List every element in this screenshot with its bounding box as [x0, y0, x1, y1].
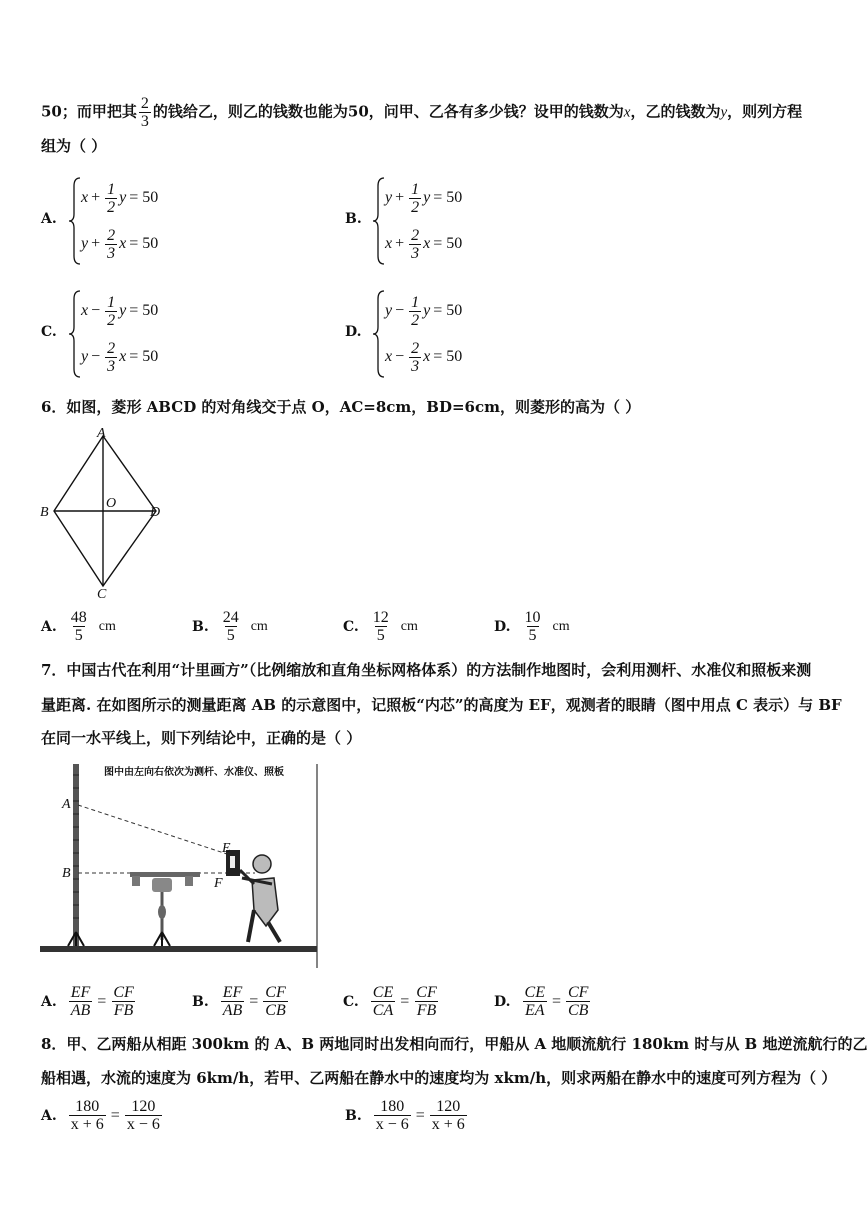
q7-option-2 — [343, 984, 441, 1019]
q7-left-fraction — [371, 984, 395, 1019]
var-a: y — [81, 235, 89, 252]
var-b: x — [119, 235, 127, 252]
q6-unit: cm — [400, 618, 418, 634]
var-b: y — [423, 302, 431, 319]
coef-fraction-num: 2 — [107, 339, 116, 357]
coef-fraction — [409, 294, 421, 329]
equals-sign: = — [249, 992, 259, 1010]
q8-left-fraction — [69, 1098, 106, 1133]
q6-answer-fraction — [221, 609, 241, 644]
q6-answer-fraction-den: 5 — [74, 627, 83, 644]
q6-option-label: D. — [494, 618, 511, 635]
pole-base — [68, 932, 84, 946]
q7-right-fraction-den: CB — [568, 1002, 589, 1019]
q5-frac-num: 2 — [140, 95, 149, 112]
q7-left-fraction-den: CA — [372, 1002, 394, 1019]
q6-unit: cm — [552, 618, 570, 634]
coef-fraction — [105, 294, 117, 329]
var-b: y — [423, 189, 431, 206]
q7-right-fraction-num: CF — [265, 984, 286, 1001]
q6-unit: cm — [98, 618, 116, 634]
q5-option-label-2: C. — [41, 324, 57, 340]
q8-option-1 — [345, 1098, 469, 1133]
q7-left-fraction-den: AB — [222, 1002, 243, 1019]
equals-sign: = — [415, 1106, 425, 1124]
coef-fraction — [105, 181, 117, 216]
coef-fraction-num: 2 — [411, 339, 420, 357]
var-a: y — [385, 302, 393, 319]
q6-option-label: C. — [343, 618, 359, 635]
q8-option-label: A. — [41, 1107, 57, 1124]
q6-option-3 — [494, 609, 570, 644]
fig-label-b: B — [62, 866, 71, 881]
q8-right-fraction-den: x + 6 — [431, 1116, 465, 1133]
q7-option-1 — [192, 984, 290, 1019]
q6-option-1 — [192, 609, 268, 644]
q6-answer-fraction — [69, 609, 89, 644]
equals-sign: = — [551, 992, 561, 1010]
brace-icon — [372, 289, 386, 379]
operator: − — [395, 302, 405, 319]
rhs: = 50 — [129, 348, 159, 365]
label-a: A — [97, 426, 106, 441]
q8-left-fraction — [374, 1098, 411, 1133]
q6-option-label: B. — [192, 618, 209, 635]
q5-text-b: 的钱给乙，则乙的钱数也能为50，问甲、乙各有多少钱？设甲的钱数为 — [152, 102, 624, 121]
q5-frac-den: 3 — [140, 113, 149, 130]
rhs: = 50 — [129, 302, 159, 319]
var-b: x — [423, 348, 431, 365]
q5-text-c: ，乙的钱数为 — [630, 102, 721, 121]
coef-fraction-num: 1 — [107, 293, 116, 311]
var-a: y — [81, 348, 89, 365]
coef-fraction-den: 3 — [411, 244, 420, 262]
q7-right-fraction — [263, 984, 287, 1019]
q7-option-label: C. — [343, 993, 359, 1010]
equation-2 — [81, 224, 158, 264]
q8-right-fraction — [430, 1098, 467, 1133]
coef-fraction-den: 3 — [107, 357, 116, 375]
q5-option-label-3: D. — [345, 324, 362, 340]
coef-fraction-num: 1 — [411, 180, 420, 198]
q7-option-label: A. — [41, 993, 57, 1010]
coef-fraction-den: 2 — [411, 311, 420, 329]
equation-1 — [81, 291, 158, 331]
coef-fraction-den: 3 — [411, 357, 420, 375]
q7-right-fraction-num: CF — [416, 984, 437, 1001]
var-a: x — [385, 348, 393, 365]
equation-2 — [81, 337, 158, 377]
q7-left-fraction-den: EA — [524, 1002, 545, 1019]
coef-fraction-num: 2 — [107, 226, 116, 244]
q7-stem-line3: 在同一水平线上，则下列结论中，正确的是（ ） — [41, 729, 362, 747]
brace-icon — [68, 289, 82, 379]
equation-1 — [385, 291, 462, 331]
rhs: = 50 — [433, 348, 463, 365]
equals-sign: = — [400, 992, 410, 1010]
q7-left-fraction-num: EF — [222, 984, 243, 1001]
leveling-instrument — [130, 872, 200, 946]
rhs: = 50 — [433, 189, 463, 206]
q6-option-2 — [343, 609, 418, 644]
q7-option-3 — [494, 984, 592, 1019]
var-a: x — [81, 189, 89, 206]
q8-left-fraction-den: x − 6 — [375, 1116, 409, 1133]
q7-left-fraction-den: AB — [70, 1002, 91, 1019]
q5-var-x: x — [623, 104, 631, 121]
q5-stem-line1 — [41, 95, 802, 130]
coef-fraction — [409, 227, 421, 262]
q5-stem-line2: 组为（ ） — [41, 137, 107, 155]
rhs: = 50 — [433, 302, 463, 319]
q8-right-fraction-num: 120 — [131, 1098, 156, 1115]
label-o: O — [106, 496, 117, 511]
q5-text-a: 50；而甲把其 — [41, 102, 137, 121]
coef-fraction — [105, 340, 117, 375]
q7-right-fraction-den: FB — [113, 1002, 134, 1019]
q5-option-label-0: A. — [41, 211, 57, 227]
operator: + — [395, 189, 405, 206]
q7-right-fraction — [414, 984, 438, 1019]
q8-stem-line1: 8．甲、乙两船从相距 300km 的 A、B 两地同时出发相向而行，甲船从 A 地顺流航行 180km 时与从 B 地逆流航行的乙 — [41, 1035, 868, 1053]
coef-fraction — [105, 227, 117, 262]
q7-left-fraction — [69, 984, 93, 1019]
q7-option-label: D. — [494, 993, 511, 1010]
q8-stem-line2: 船相遇，水流的速度为 6km/h，若甲、乙两船在静水中的速度均为 xkm/h，则求两船在静水中的速度可列方程为（ ） — [41, 1069, 837, 1087]
operator: + — [91, 189, 101, 206]
equation-2 — [385, 224, 462, 264]
q6-unit: cm — [250, 618, 268, 634]
surveying-figure — [40, 760, 320, 970]
q7-right-fraction-num: CF — [568, 984, 589, 1001]
q7-right-fraction-den: FB — [416, 1002, 437, 1019]
rhs: = 50 — [433, 235, 463, 252]
q5-var-y: y — [720, 104, 728, 121]
q7-right-fraction — [111, 984, 135, 1019]
q8-right-fraction-num: 120 — [436, 1098, 461, 1115]
var-b: x — [119, 348, 127, 365]
q6-answer-fraction — [371, 609, 391, 644]
coef-fraction-num: 1 — [107, 180, 116, 198]
equation-2 — [385, 337, 462, 377]
observer-figure — [240, 855, 280, 942]
q7-stem-line2: 量距离. 在如图所示的测量距离 AB 的示意图中，记照板“内芯”的高度为 EF，观测者的眼睛（图中用点 C 表示）与 BF — [41, 696, 842, 714]
q6-answer-fraction-num: 24 — [222, 609, 239, 626]
coef-fraction-num: 1 — [411, 293, 420, 311]
equation-1 — [385, 178, 462, 218]
q8-left-fraction-num: 180 — [75, 1098, 100, 1115]
label-c: C — [97, 587, 107, 602]
rhs: = 50 — [129, 235, 159, 252]
q8-right-fraction-den: x − 6 — [126, 1116, 160, 1133]
coef-fraction-den: 2 — [107, 198, 116, 216]
brace-icon — [68, 176, 82, 266]
coef-fraction — [409, 340, 421, 375]
var-b: x — [423, 235, 431, 252]
operator: − — [91, 302, 101, 319]
operator: + — [91, 235, 101, 252]
q7-right-fraction-den: CB — [265, 1002, 286, 1019]
q6-answer-fraction-num: 12 — [372, 609, 389, 626]
q6-answer-fraction-den: 5 — [528, 627, 537, 644]
q7-left-fraction — [221, 984, 245, 1019]
coef-fraction — [409, 181, 421, 216]
figure-caption: 图中由左向右依次为测杆、水准仪、照板 — [104, 767, 284, 778]
q6-answer-fraction-num: 10 — [524, 609, 541, 626]
q5-text-d: ，则列方程 — [727, 102, 803, 121]
q8-left-fraction-num: 180 — [380, 1098, 405, 1115]
q8-right-fraction — [125, 1098, 162, 1133]
q8-left-fraction-den: x + 6 — [70, 1116, 104, 1133]
fig-label-e: E — [222, 841, 231, 856]
equation-1 — [81, 178, 158, 218]
q7-stem-line1: 7．中国古代在利用“计里画方”（比例缩放和直角坐标网格体系）的方法制作地图时，会利用测杆、水准仪和照板来测 — [41, 661, 812, 679]
q7-left-fraction-num: CE — [524, 984, 545, 1001]
q6-answer-fraction-den: 5 — [376, 627, 385, 644]
fig-label-f: F — [214, 876, 223, 891]
q7-left-fraction — [523, 984, 547, 1019]
q6-answer-fraction-den: 5 — [226, 627, 235, 644]
label-d: D — [150, 505, 161, 520]
coef-fraction-den: 3 — [107, 244, 116, 262]
operator: + — [395, 235, 405, 252]
coef-fraction-num: 2 — [411, 226, 420, 244]
measuring-pole — [73, 764, 79, 946]
coef-fraction-den: 2 — [411, 198, 420, 216]
q6-stem: 6．如图，菱形 ABCD 的对角线交于点 O，AC=8cm，BD=6cm，则菱形的高为（ ） — [41, 398, 641, 416]
rhs: = 50 — [129, 189, 159, 206]
var-b: y — [119, 302, 127, 319]
ground — [40, 946, 317, 952]
q7-left-fraction-num: CE — [372, 984, 394, 1001]
fig-label-a: A — [62, 797, 71, 812]
var-b: y — [119, 189, 127, 206]
q7-option-0 — [41, 984, 138, 1019]
sight-line-a — [78, 805, 230, 855]
label-b: B — [40, 505, 49, 520]
q8-option-0 — [41, 1098, 164, 1133]
q7-option-label: B. — [192, 993, 209, 1010]
var-a: x — [385, 235, 393, 252]
operator: − — [395, 348, 405, 365]
q6-answer-fraction-num: 48 — [70, 609, 87, 626]
q6-option-0 — [41, 609, 116, 644]
var-a: y — [385, 189, 393, 206]
coef-fraction-den: 2 — [107, 311, 116, 329]
equals-sign: = — [97, 992, 107, 1010]
q7-right-fraction-num: CF — [113, 984, 134, 1001]
q5-fraction — [139, 95, 151, 130]
operator: − — [91, 348, 101, 365]
brace-icon — [372, 176, 386, 266]
q7-left-fraction-num: EF — [70, 984, 91, 1001]
q8-option-label: B. — [345, 1107, 362, 1124]
q5-option-label-1: B. — [345, 211, 362, 227]
q7-right-fraction — [566, 984, 590, 1019]
rhombus-figure — [36, 424, 166, 604]
var-a: x — [81, 302, 89, 319]
q6-answer-fraction — [523, 609, 543, 644]
equals-sign: = — [110, 1106, 120, 1124]
q6-option-label: A. — [41, 618, 57, 635]
